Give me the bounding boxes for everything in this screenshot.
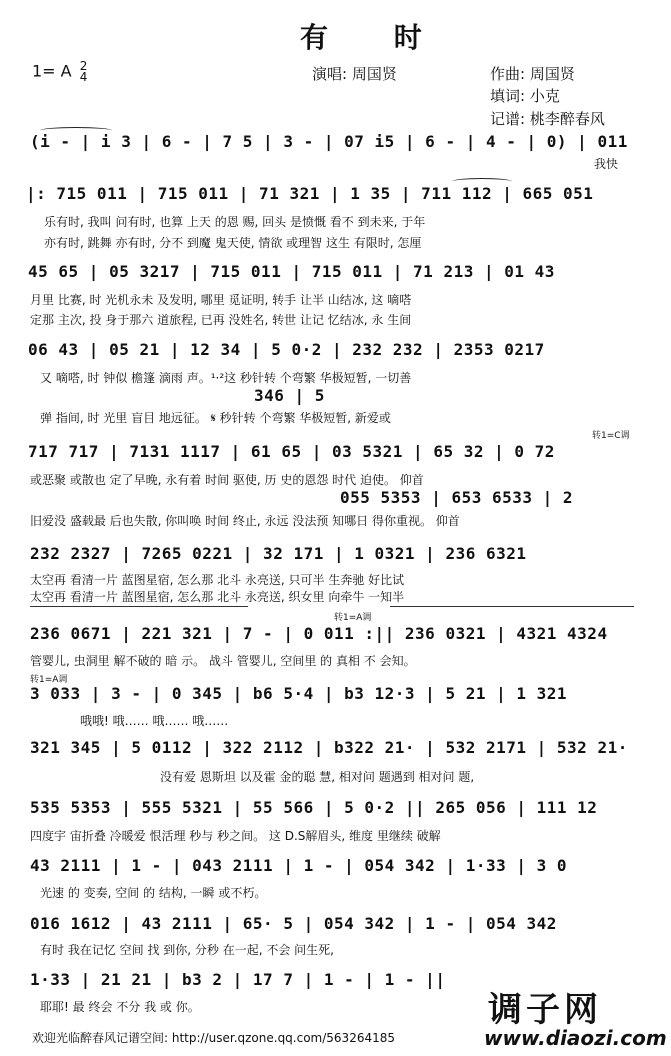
notation-row: 535 5353 | 555 5321 | 55 566 | 5 0·2 || 265 056 | 111 12 [30,798,598,817]
volta-bracket [390,606,634,607]
lyric-line: 光速 的 变奏, 空间 的 结构, 一瞬 或不朽。 [40,886,267,900]
lyric-line: 月里 比赛, 时 光机永未 及发明, 哪里 觅证明, 转手 让半 山结冰, 这 嘀嗒 [30,293,412,307]
volta-bracket [30,606,248,607]
notation-row: 3 033 | 3 - | 0 345 | b6 5·4 | b3 12·3 | 5 21 | 1 321 [30,684,568,703]
lyric-line: 管婴儿, 虫洞里 解不破的 暗 示。 战斗 管婴儿, 空间里 的 真相 不 会知。 [30,654,416,668]
time-signature-top: 2 [79,59,88,73]
notation-row: 055 5353 | 653 6533 | 2 [340,488,574,507]
time-signature-bottom: 4 [79,70,88,84]
tie-arc [40,127,112,134]
lyricist-credit: 填词: 小克 [490,87,560,105]
site-logo [478,984,671,1056]
notation-row: (i - | i 3 | 6 - | 7 5 | 3 - | 07 i5 | 6 - | 4 - | 0) | 011 [30,132,628,151]
notation-row: 45 65 | 05 3217 | 715 011 | 715 011 | 71 213 | 01 43 [28,262,555,281]
time-signature [80,61,88,83]
lyric-line: 亦有时, 跳舞 亦有时, 分不 到魔 鬼天使, 情欲 或理智 这生 有限时, 怎厘 [44,236,422,250]
key-label: 1= A [32,61,72,81]
lyric-line: 又 嘀嗒, 时 钟似 檐篷 滴雨 声。¹·²这 秒针转 个弯繁 华极短暂, 一切善 [40,371,412,385]
notation-row: 236 0671 | 221 321 | 7 - | 0 011 :|| 236 0321 | 4321 4324 [30,624,608,643]
lyric-line: 有时 我在记忆 空间 找 到你, 分秒 在一起, 不会 问生死, [40,943,334,957]
notation-row: |: 715 011 | 715 011 | 71 321 | 1 35 | 711 112 | 665 051 [26,184,594,203]
lyric-line: 耶耶! 最 终会 不分 我 或 你。 [40,1000,200,1014]
lyric-line: 哦哦! 哦…… 哦…… 哦…… [80,714,229,728]
notation-row: 321 345 | 5 0112 | 322 2112 | b322 21· | 532 2171 | 532 21· [30,738,628,757]
notation-row: 717 717 | 7131 1117 | 61 65 | 03 5321 | 65 32 | 0 72 [28,442,555,461]
notation-row: 1·33 | 21 21 | b3 2 | 17 7 | 1 - | 1 - || [30,970,446,989]
key-signature [32,61,87,83]
lyric-line: 太空再 看清一片 蓝图星宿, 怎么那 北斗 永亮送, 只可半 生奔驰 好比试 [30,573,405,587]
notation-row: 06 43 | 05 21 | 12 34 | 5 0·2 | 232 232 | 2353 0217 [28,340,545,359]
lyric-line: 弹 指间, 时 光里 盲目 地远征。 𝄋 秒针转 个弯繁 华极短暂, 新爱或 [40,411,391,425]
transcriber-credit: 记谱: 桃李醉春风 [490,110,605,128]
composer-credit: 作曲: 周国贤 [490,65,575,83]
logo-text: 调子网 [488,990,602,1030]
lyric-line: 乐有时, 我叫 问有时, 也算 上天 的恩 赐, 回头 是愤慨 看不 到未来, 于年 [44,215,426,229]
lyric-line: 定那 主次, 投 身于那六 道旅程, 已再 没姓名, 转世 让记 忆结冰, 永 生间 [30,313,412,327]
key-change-hint: 转1=A调 [30,675,68,685]
lyric-line: 没有爱 恩斯坦 以及霍 金的聪 慧, 相对问 题遇到 相对问 题, [160,770,475,784]
lyric-line: 四度宇 宙折叠 冷暖爱 恨活理 秒与 秒之间。 这 D.S解眉头, 维度 里继续 破解 [30,829,441,843]
logo-url: www.diaozi.com [484,1026,667,1050]
lyric-line: 旧爱没 盛载最 后也失散, 你叫唤 时间 终止, 永远 没法预 知哪日 得你重视。 仰首 [30,514,460,528]
tie-arc [452,178,512,185]
notation-row: 016 1612 | 43 2111 | 65· 5 | 054 342 | 1 - | 054 342 [30,914,557,933]
key-change-hint: 转1=C调 [592,431,630,441]
notation-row: 346 | 5 [254,386,325,405]
footer-text: 欢迎光临醉春风记谱空间: http://user.qzone.qq.com/563264185 [32,1031,396,1045]
notation-row: 43 2111 | 1 - | 043 2111 | 1 - | 054 342 | 1·33 | 3 0 [30,856,568,875]
key-change-hint: 转1=A调 [334,613,372,623]
lyric-line: 我快 [594,157,619,171]
notation-row: 232 2327 | 7265 0221 | 32 171 | 1 0321 | 236 6321 [30,544,527,563]
song-title: 有 时 [300,21,450,54]
lyric-line: 太空再 看清一片 蓝图星宿, 怎么那 北斗 永亮送, 织女里 向牵牛 一知半 [30,590,405,604]
lyric-line: 或恶聚 或散也 定了早晚, 永有着 时间 驱使, 历 史的恩怨 时代 迫使。 仰首 [30,473,424,487]
performer-credit: 演唱: 周国贤 [312,65,397,83]
